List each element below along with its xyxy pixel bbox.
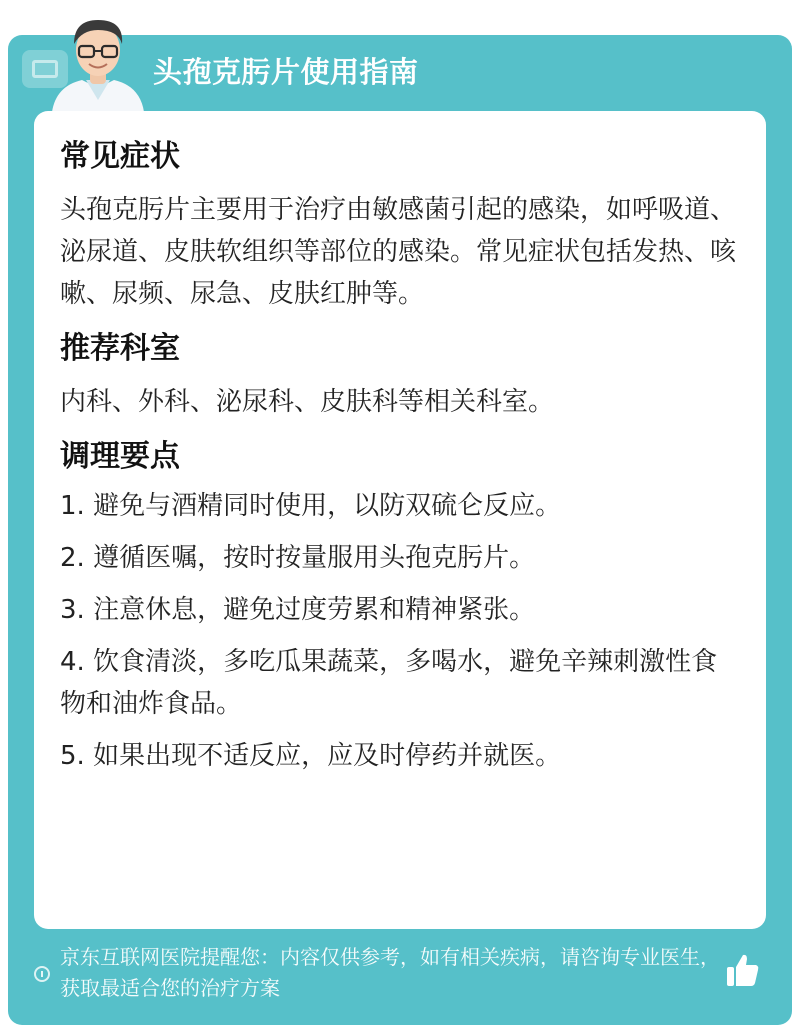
list-item: 4. 饮食清淡，多吃瓜果蔬菜，多喝水，避免辛辣刺激性食物和油炸食品。 — [60, 647, 718, 719]
section-title-departments: 推荐科室 — [60, 331, 180, 366]
doctor-avatar-icon — [46, 8, 150, 112]
section-title-symptoms: 常见症状 — [60, 139, 180, 174]
list-item: 3. 注意休息，避免过度劳累和精神紧张。 — [60, 595, 536, 625]
symptoms-text: 头孢克肟片主要用于治疗由敏感菌引起的感染，如呼吸道、泌尿道、皮肤软组织等部位的感染。常见症状包括发热、咳嗽、尿频、尿急、皮肤红肿等。 — [60, 195, 737, 309]
disclaimer-text: 京东互联网医院提醒您：内容仅供参考，如有相关疾病，请咨询专业医生，获取最适合您的治疗方案 — [60, 945, 720, 1000]
info-icon — [34, 966, 50, 982]
care-list — [60, 485, 740, 777]
footer — [34, 942, 764, 1004]
section-title-care: 调理要点 — [60, 439, 180, 474]
list-item: 5. 如果出现不适反应，应及时停药并就医。 — [60, 741, 562, 771]
list-item: 2. 遵循医嘱，按时按量服用头孢克肟片。 — [60, 543, 536, 573]
thumbs-up-icon[interactable] — [726, 952, 760, 988]
content-panel — [34, 111, 766, 929]
page-title: 头孢克肟片使用指南 — [153, 55, 419, 89]
departments-text: 内科、外科、泌尿科、皮肤科等相关科室。 — [60, 387, 555, 417]
list-item: 1. 避免与酒精同时使用，以防双硫仑反应。 — [60, 491, 562, 521]
